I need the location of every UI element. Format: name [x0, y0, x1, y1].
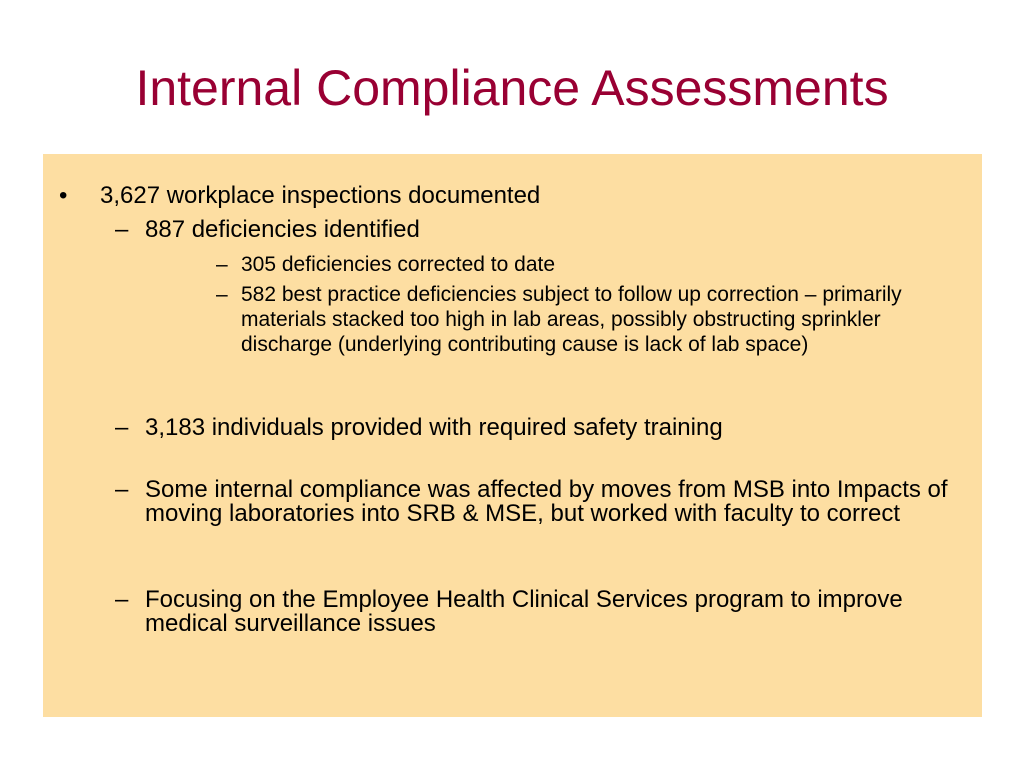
content-box — [43, 154, 982, 717]
bullet-text: 3,183 individuals provided with required safety training — [145, 414, 723, 441]
bullet-item-inspections — [59, 182, 1000, 210]
bullet-item-training — [115, 416, 985, 440]
dash-marker: – — [216, 253, 228, 276]
bullet-item-best-practice — [216, 282, 971, 357]
dash-marker: – — [115, 216, 129, 243]
bullet-text: Some internal compliance was affected by moves from MSB into Impacts of moving laboratories into SRB & MSE, but worked with faculty to correct — [145, 476, 948, 527]
bullet-text: Focusing on the Employee Health Clinical Services program to improve medical surveillance issues — [145, 586, 903, 637]
dash-marker: – — [115, 476, 129, 503]
bullet-item-corrected — [216, 252, 981, 277]
dash-marker: – — [115, 414, 129, 441]
bullet-text: 305 deficiencies corrected to date — [241, 253, 556, 276]
bullet-text: 582 best practice deficiencies subject to follow up correction – primarily materials stacked too high in lab areas, possibly obstructing sprinkler discharge (underlying contributing cause is lack of lab space) — [241, 283, 902, 356]
dash-marker: – — [115, 586, 129, 613]
dash-marker: – — [216, 283, 228, 306]
slide-title: Internal Compliance Assessments — [135, 60, 889, 116]
bullet-marker: • — [59, 182, 68, 209]
bullet-text: 887 deficiencies identified — [145, 216, 420, 243]
bullet-item-employee-health — [115, 588, 965, 636]
bullet-item-deficiencies — [115, 218, 985, 242]
bullet-item-moves — [115, 478, 965, 526]
bullet-text: 3,627 workplace inspections documented — [100, 182, 541, 209]
